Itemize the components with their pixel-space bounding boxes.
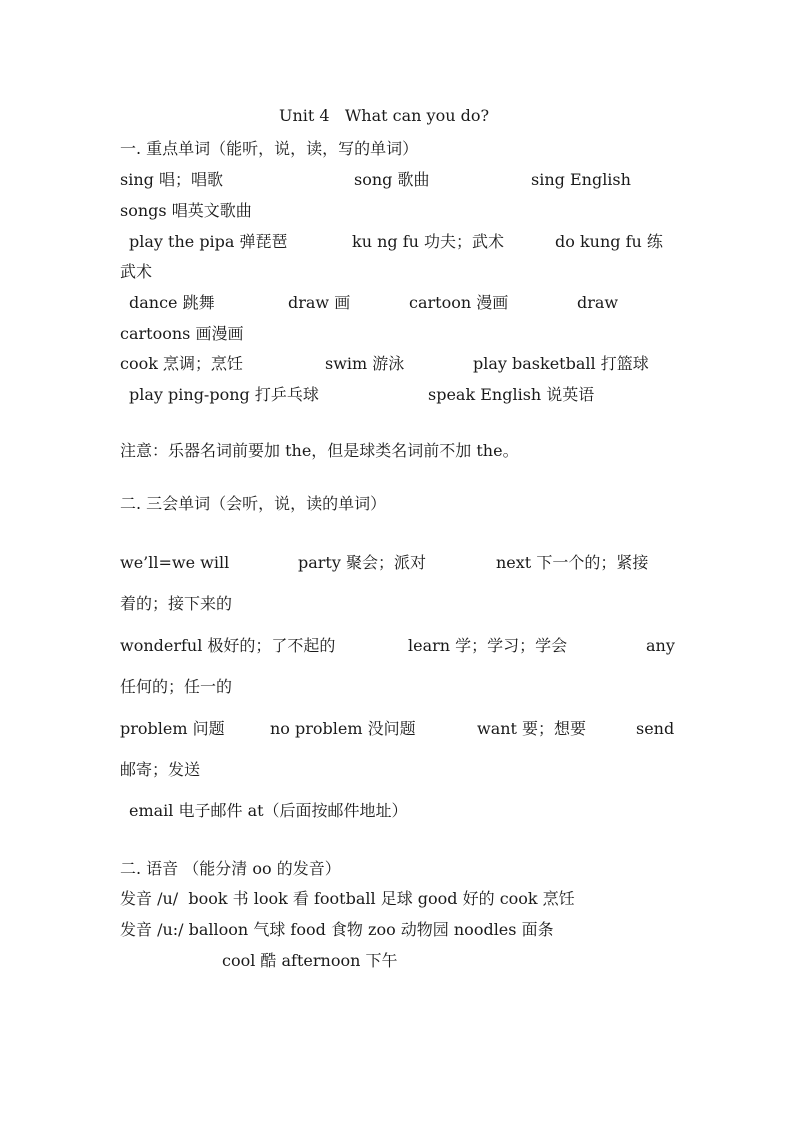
vocab-item: cartoon 漫画	[409, 293, 509, 312]
section-heading-key-words: 一. 重点单词（能听，说，读，写的单词）	[120, 139, 419, 158]
vocab-item: problem 问题	[120, 719, 225, 738]
phonics-row-long-u-continued: cool 酷 afternoon 下午	[222, 951, 398, 970]
vocab-item: email 电子邮件 at（后面按邮件地址）	[129, 801, 408, 820]
vocab-item: sing 唱；唱歌	[120, 170, 223, 189]
vocab-item: speak English 说英语	[428, 385, 595, 404]
vocab-item: we’ll=we will	[120, 553, 230, 572]
phonics-row-long-u: 发音 /u:/ balloon 气球 food 食物 zoo 动物园 noodles 面条	[120, 920, 554, 939]
vocab-item: wonderful 极好的；了不起的	[120, 636, 336, 655]
page-title: Unit 4 What can you do?	[279, 106, 490, 125]
vocab-item: any	[646, 636, 675, 655]
vocab-item: learn 学；学习；学会	[408, 636, 568, 655]
section-heading-phonics: 二. 语音 （能分清 oo 的发音）	[120, 859, 341, 878]
note-text: 注意：乐器名词前要加 the，但是球类名词前不加 the。	[120, 441, 519, 460]
vocab-item: party 聚会；派对	[298, 553, 426, 572]
vocab-item: draw 画	[288, 293, 351, 312]
vocab-item: draw	[577, 293, 619, 312]
vocab-item: songs 唱英文歌曲	[120, 201, 252, 220]
vocab-item: dance 跳舞	[129, 293, 215, 312]
vocab-item: 任何的；任一的	[120, 677, 233, 696]
vocab-item: do kung fu 练	[555, 232, 663, 251]
section-heading-recognition-words: 二. 三会单词（会听，说，读的单词）	[120, 494, 387, 513]
vocab-item: 邮寄；发送	[120, 760, 201, 779]
vocab-item: cook 烹调；烹饪	[120, 354, 244, 373]
vocab-item: want 要；想要	[477, 719, 587, 738]
vocab-item: play the pipa 弹琵琶	[129, 232, 288, 251]
vocab-item: no problem 没问题	[270, 719, 416, 738]
vocab-item: sing English	[531, 170, 631, 189]
vocab-item: play basketball 打篮球	[473, 354, 649, 373]
vocab-item: song 歌曲	[354, 170, 430, 189]
vocab-item: 武术	[120, 262, 153, 281]
phonics-row-short-u: 发音 /u/ book 书 look 看 football 足球 good 好的 cook 烹饪	[120, 889, 575, 908]
vocab-item: next 下一个的；紧接	[496, 553, 649, 572]
vocab-item: send	[636, 719, 675, 738]
vocab-item: swim 游泳	[325, 354, 405, 373]
vocab-item: cartoons 画漫画	[120, 324, 244, 343]
vocab-item: play ping-pong 打乒乓球	[129, 385, 319, 404]
vocab-item: ku ng fu 功夫；武术	[352, 232, 505, 251]
vocab-item: 着的；接下来的	[120, 594, 233, 613]
